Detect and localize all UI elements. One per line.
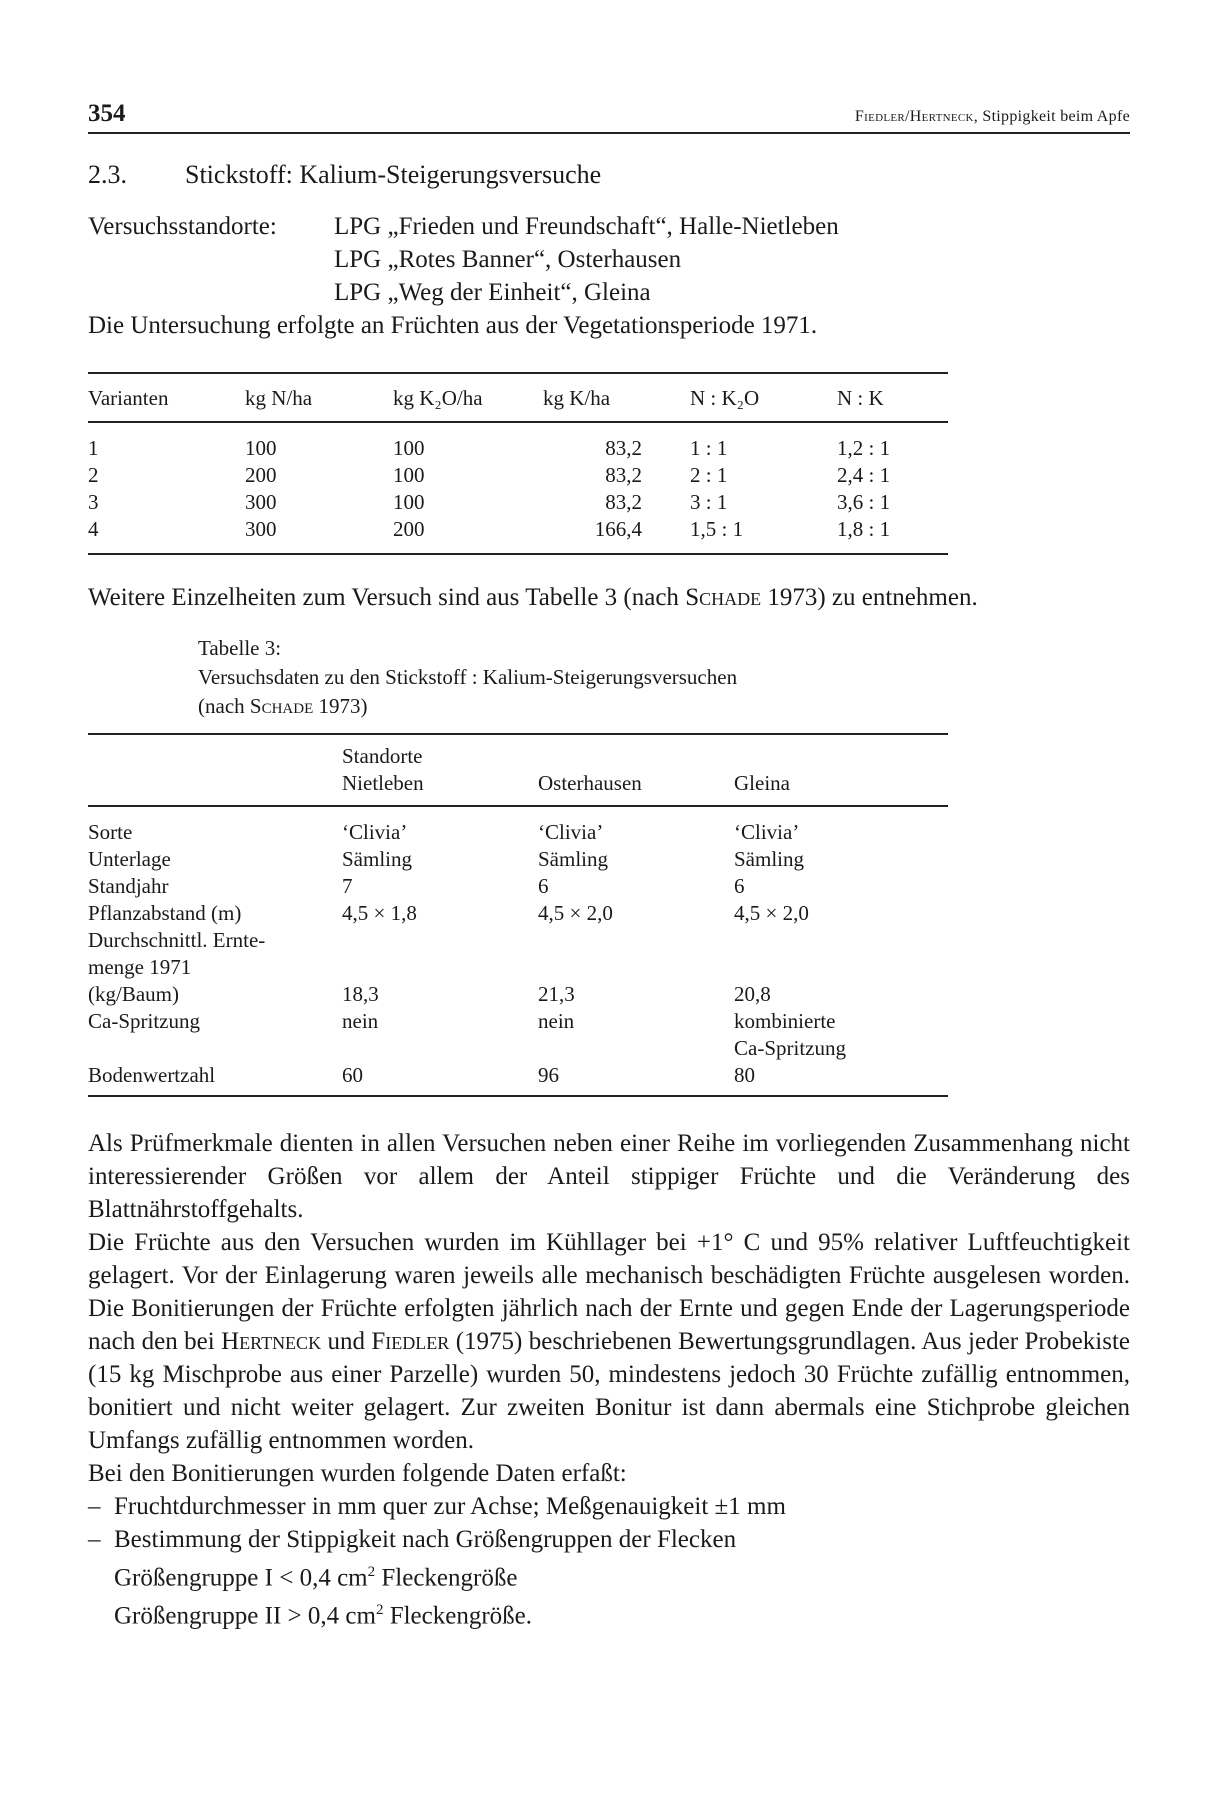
page [88, 100, 1130, 1633]
header-cell: kg N/ha [245, 373, 393, 422]
section-number: 2.3. [88, 160, 127, 189]
table-cell: 83,2 [605, 436, 642, 460]
methods-text [88, 1127, 1130, 1633]
header-cell: Varianten [88, 373, 245, 422]
table-cell: 6 [538, 874, 549, 898]
row-label: (kg/Baum) [88, 982, 179, 1006]
sites-block [88, 210, 1130, 342]
running-head-authors: Fiedler/Hertneck [854, 108, 974, 125]
vegetation-sentence: Die Untersuchung erfolgte an Früchten aus der Vegetationsperiode 1971. [88, 312, 818, 339]
table-row [88, 846, 948, 873]
running-header [88, 100, 1130, 134]
table-cell: 96 [538, 1063, 559, 1087]
text-span: (nach [198, 694, 250, 718]
list-item [88, 1490, 1130, 1523]
running-head-title: , Stippigkeit beim Apfe [973, 108, 1130, 125]
text-span: Fleckengröße. [383, 1602, 533, 1630]
author-name: Fiedler [371, 1328, 450, 1355]
table-cell: 60 [342, 1063, 363, 1087]
further-details-paragraph [88, 581, 1130, 614]
table-cell: 7 [342, 874, 353, 898]
table-header-row [88, 373, 948, 422]
superscript: 2 [367, 1564, 376, 1580]
table-cell: 1 [88, 436, 99, 460]
table-cell [342, 927, 538, 954]
table-row [88, 927, 948, 954]
table-header-row [88, 734, 948, 806]
paragraph: Bei den Bonitierungen wurden folgende Daten erfaßt: [88, 1460, 627, 1487]
paragraph: Als Prüfmerkmale dienten in allen Versuchen neben einer Reihe im vorliegenden Zusammenhang nicht interessierender Größen vor allem der Anteil stippiger Früchte und die Veränderung des Blattnährstoffgehalts. [88, 1130, 1130, 1223]
table-cell: 2,4 : 1 [837, 463, 891, 487]
table-cell: 18,3 [342, 982, 379, 1006]
table-row [88, 954, 948, 981]
table-cell: 100 [393, 463, 425, 487]
list-text: Bestimmung der Stippigkeit nach Größengruppen der Flecken [114, 1526, 737, 1553]
table-cell [342, 954, 538, 981]
section-heading [88, 160, 1130, 190]
author-name: Hertneck [221, 1328, 322, 1355]
table-cell: 1,5 : 1 [690, 517, 744, 541]
table-row [88, 422, 948, 462]
table-cell: 20,8 [734, 982, 771, 1006]
table-cell: 2 [88, 463, 99, 487]
table-row [88, 1062, 948, 1096]
site-data-table [88, 733, 948, 1097]
row-label: Pflanzabstand (m) [88, 901, 242, 925]
table-cell: Sämling [342, 847, 413, 871]
header-cell: kg K/ha [543, 373, 690, 422]
table-cell [734, 954, 948, 981]
size-group-line [88, 1594, 1130, 1632]
table-cell [342, 1035, 538, 1062]
table-cell [538, 954, 734, 981]
column-header: Gleina [734, 734, 948, 806]
table-cell: 1,8 : 1 [837, 517, 891, 541]
paragraph [88, 1226, 1130, 1457]
row-label: Durchschnittl. Ernte- [88, 928, 266, 952]
site-line: LPG „Weg der Einheit“, Gleina [334, 279, 651, 306]
table-cell: 300 [245, 517, 277, 541]
table-cell [538, 927, 734, 954]
row-label: Ca-Spritzung [88, 1009, 200, 1033]
table-cell: nein [538, 1009, 575, 1033]
row-label: menge 1971 [88, 955, 192, 979]
table-cell: 6 [734, 874, 745, 898]
section-title: Stickstoff: Kalium-Steigerungsversuche [185, 160, 602, 189]
text-span: Größengruppe II > 0,4 cm [114, 1602, 376, 1630]
row-label: Standjahr [88, 874, 169, 898]
table-cell: 4,5 × 1,8 [342, 901, 417, 925]
header-cell [88, 734, 342, 806]
table-cell: 83,2 [605, 463, 642, 487]
table-cell [538, 1035, 734, 1062]
caption-line: Versuchsdaten zu den Stickstoff : Kalium-Steigerungsversuchen [198, 665, 738, 689]
page-number: 354 [88, 100, 126, 127]
table-row [88, 462, 948, 489]
table-cell: 100 [393, 436, 425, 460]
dash-bullet: – [88, 1526, 101, 1553]
table-cell: 300 [245, 490, 277, 514]
table-cell: Ca-Spritzung [734, 1036, 846, 1060]
table-cell: ‘Clivia’ [538, 820, 604, 844]
table-cell: ‘Clivia’ [734, 820, 800, 844]
table-cell: 21,3 [538, 982, 575, 1006]
column-header: Osterhausen [538, 734, 734, 806]
column-header: Nietleben [342, 771, 424, 795]
header-cell: kg K₂O/ha [393, 373, 543, 422]
group-header: Standorte [342, 744, 423, 768]
site-line: LPG „Rotes Banner“, Osterhausen [334, 246, 682, 273]
table-cell: 3 [88, 490, 99, 514]
text-span: 1973) zu entnehmen. [761, 584, 978, 611]
table-cell [734, 927, 948, 954]
row-label: Sorte [88, 820, 133, 844]
superscript: 2 [375, 1602, 384, 1619]
running-head [855, 108, 1130, 126]
list-text: Fruchtdurchmesser in mm quer zur Achse; Meßgenauigkeit ±1 mm [114, 1493, 786, 1520]
row-label: Bodenwertzahl [88, 1063, 216, 1087]
caption-label: Tabelle 3: [198, 636, 282, 660]
sites-label: Versuchsstandorte: [88, 213, 277, 240]
header-cell: N : K₂O [690, 373, 837, 422]
text-span: Weitere Einzelheiten zum Versuch sind aus Tabelle 3 (nach [88, 584, 686, 611]
table-cell: 100 [393, 490, 425, 514]
text-span: Fleckengröße [375, 1564, 518, 1592]
table-row [88, 981, 948, 1008]
table-caption [198, 634, 1130, 721]
table-row [88, 489, 948, 516]
table-cell: 100 [245, 436, 277, 460]
table-cell: 3 : 1 [690, 490, 728, 514]
table-cell: 200 [393, 517, 425, 541]
table-cell: 4,5 × 2,0 [538, 901, 613, 925]
table-cell: 4,5 × 2,0 [734, 901, 809, 925]
table-cell: 200 [245, 463, 277, 487]
list-item [88, 1523, 1130, 1556]
row-label: Unterlage [88, 847, 171, 871]
table-cell: 83,2 [605, 490, 642, 514]
table-cell: 1,2 : 1 [837, 436, 891, 460]
dash-bullet: – [88, 1493, 101, 1520]
table-cell: 2 : 1 [690, 463, 728, 487]
table-row [88, 1035, 948, 1062]
table-cell: 166,4 [594, 517, 642, 541]
size-group-line [88, 1556, 1130, 1594]
table-cell: kombinierte [734, 1009, 836, 1033]
caption-line [198, 692, 1130, 721]
table-cell: Sämling [538, 847, 609, 871]
header-cell: N : K [837, 373, 948, 422]
text-span: Größengruppe I < 0,4 cm [114, 1564, 368, 1592]
table-cell: 80 [734, 1063, 755, 1087]
text-span: 1973) [313, 694, 368, 718]
author-name: Schade [685, 584, 762, 611]
site-line: LPG „Frieden und Freundschaft“, Halle-Nietleben [334, 213, 839, 240]
table-row [88, 900, 948, 927]
text-span: Die Früchte aus den Versuchen wurden im Kühllager bei +1° C und 95% relativer Luftfeuchtigkeit gelagert. Vor der Einlagerung waren jeweils alle mechanisch beschädigten Früchte ausgelesen worden. Die Bonitierungen der Früchte erfolgten jährlich nach der Ernte und gegen Ende der Lagerungsperiode nach den bei [88, 1229, 1130, 1355]
header-cell [342, 734, 538, 806]
table-cell: 3,6 : 1 [837, 490, 891, 514]
row-label [88, 1035, 342, 1062]
table-row [88, 806, 948, 846]
table-row [88, 1008, 948, 1035]
site-row [88, 276, 1130, 309]
table-cell: 4 [88, 517, 99, 541]
table-cell: 1 : 1 [690, 436, 728, 460]
table-row [88, 516, 948, 554]
table-row [88, 873, 948, 900]
table-cell: ‘Clivia’ [342, 820, 408, 844]
site-row [88, 210, 1130, 243]
author-name: Schade [249, 694, 314, 718]
table-cell: nein [342, 1009, 379, 1033]
text-span: und [321, 1328, 372, 1355]
site-row [88, 243, 1130, 276]
fertilizer-table [88, 372, 948, 555]
text-span: (1975) beschriebenen Bewertungsgrundlagen. Aus jeder Probekiste (15 kg Mischprobe aus einer Parzelle) wurden 50, mindestens jedoch 30 Früchte zufällig entnommen, bonitiert und nicht weiter gelagert. Zur zweiten Bonitur ist dann abermals eine Stichprobe gleichen Umfangs zufällig entnommen worden. [88, 1328, 1130, 1454]
table-cell: Sämling [734, 847, 805, 871]
